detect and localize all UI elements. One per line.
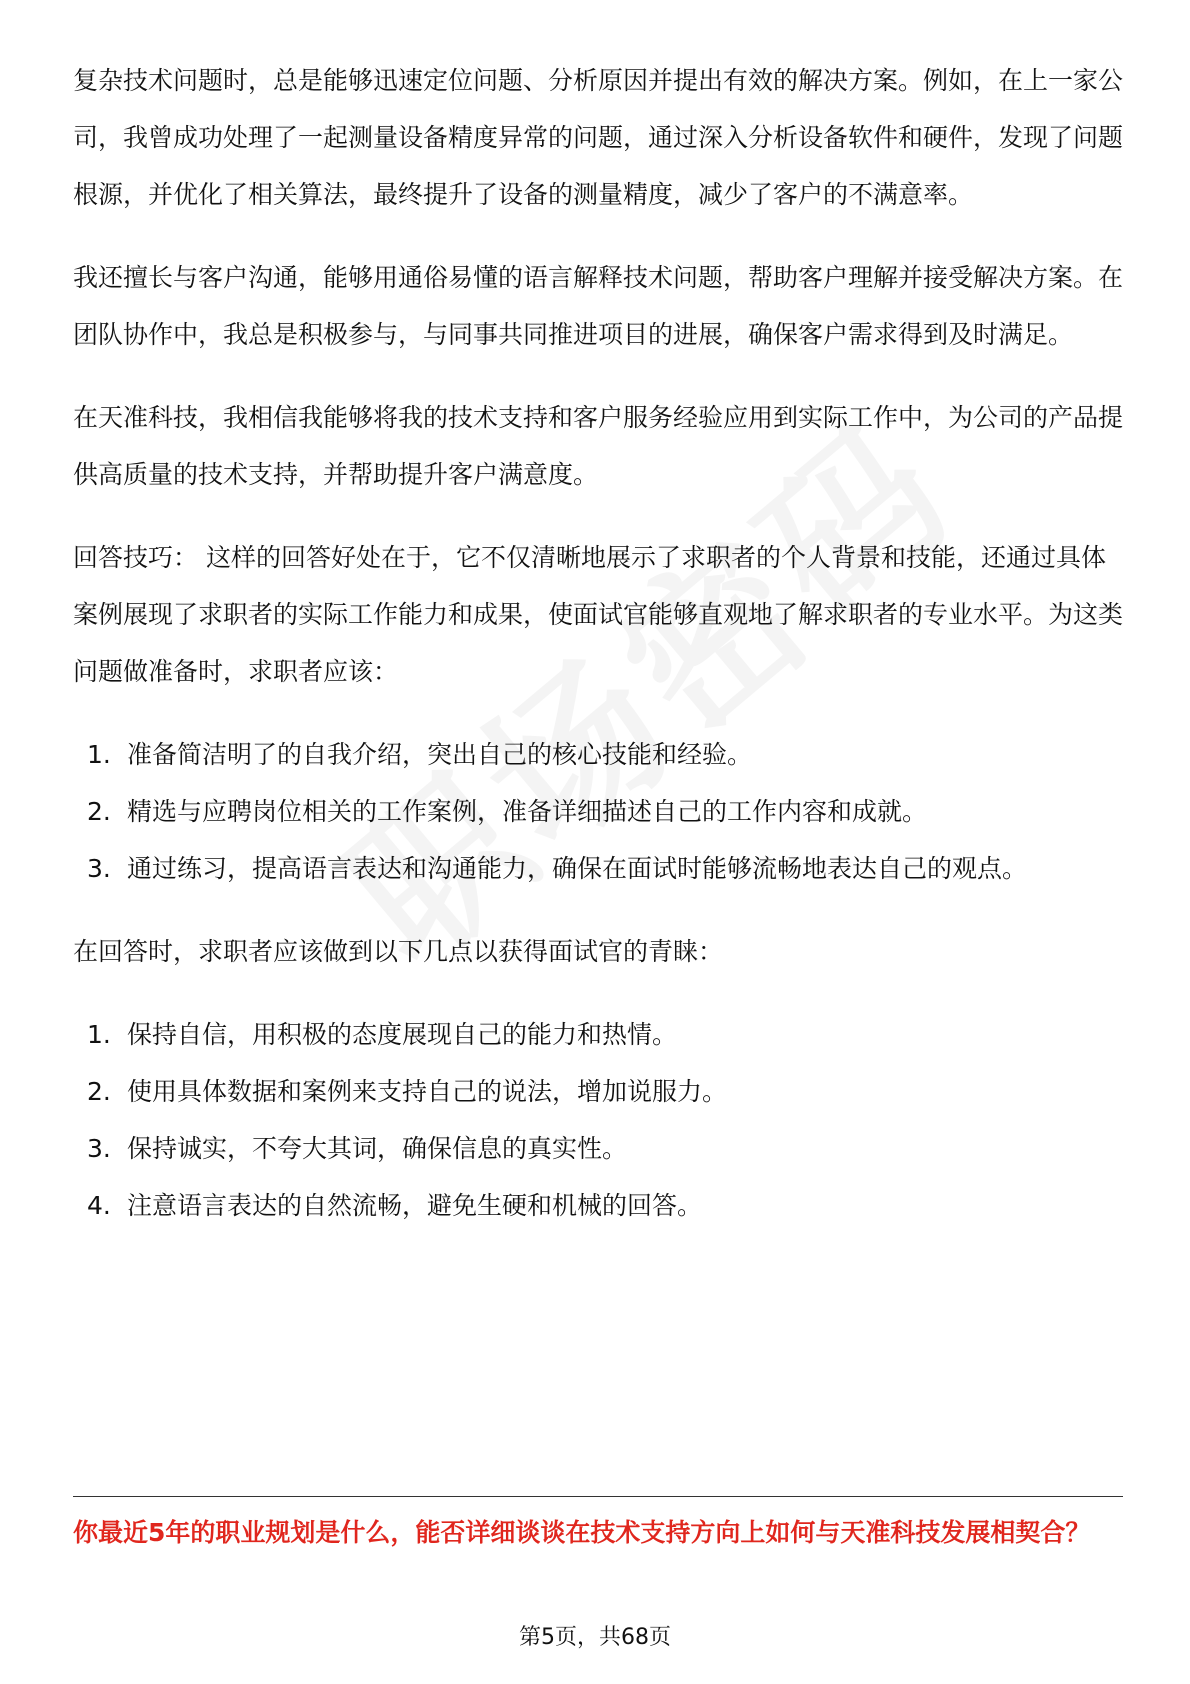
list-item (73, 1006, 1123, 1063)
list-item-text: 保持诚实，不夸大其词，确保信息的真实性。 (127, 1134, 628, 1163)
tips-list (73, 1006, 1123, 1234)
list-item-text: 使用具体数据和案例来支持自己的说法，增加说服力。 (127, 1077, 728, 1106)
list-item-text: 准备简洁明了的自我介绍，突出自己的核心技能和经验。 (127, 740, 753, 769)
list-item (73, 1177, 1123, 1234)
list-item-text: 精选与应聘岗位相关的工作案例，准备详细描述自己的工作内容和成就。 (127, 797, 928, 826)
paragraph-1: 复杂技术问题时，总是能够迅速定位问题、分析原因并提出有效的解决方案。例如，在上一家公司，我曾成功处理了一起测量设备精度异常的问题，通过深入分析设备软件和硬件，发现了问题根源，并优化了相关算法，最终提升了设备的测量精度，减少了客户的不满意率。 (73, 66, 1124, 209)
list-item (73, 840, 1123, 897)
list-item-number: 4. (87, 1191, 111, 1220)
list-item (73, 1063, 1123, 1120)
list-item-number: 2. (87, 1077, 111, 1106)
list-item (73, 726, 1123, 783)
preparation-list (73, 726, 1123, 897)
paragraph-intro-2: 在回答时，求职者应该做到以下几点以获得面试官的青睐： (73, 937, 724, 966)
list-item-number: 3. (87, 854, 111, 883)
list-item-text: 通过练习，提高语言表达和沟通能力，确保在面试时能够流畅地表达自己的观点。 (127, 854, 1028, 883)
document-body (73, 52, 1123, 1260)
list-item-number: 1. (87, 1020, 111, 1049)
question-heading: 你最近5年的职业规划是什么，能否详细谈谈在技术支持方向上如何与天准科技发展相契合？ (73, 1518, 1091, 1547)
list-item-text: 注意语言表达的自然流畅，避免生硬和机械的回答。 (127, 1191, 703, 1220)
list-item-text: 保持自信，用积极的态度展现自己的能力和热情。 (127, 1020, 678, 1049)
page-footer: 第5页，共68页 (519, 1625, 671, 1650)
paragraph-3: 在天准科技，我相信我能够将我的技术支持和客户服务经验应用到实际工作中，为公司的产品提供高质量的技术支持，并帮助提升客户满意度。 (73, 403, 1124, 489)
list-item-number: 2. (87, 797, 111, 826)
list-item (73, 783, 1123, 840)
paragraph-2: 我还擅长与客户沟通，能够用通俗易懂的语言解释技术问题，帮助客户理解并接受解决方案。在团队协作中，我总是积极参与，与同事共同推进项目的进展，确保客户需求得到及时满足。 (73, 263, 1124, 349)
list-item-number: 3. (87, 1134, 111, 1163)
list-item-number: 1. (87, 740, 111, 769)
answer-tips-paragraph: 回答技巧： 这样的回答好处在于，它不仅清晰地展示了求职者的个人背景和技能，还通过具体案例展现了求职者的实际工作能力和成果，使面试官能够直观地了解求职者的专业水平。为这类问题做准备时，求职者应该： (73, 543, 1124, 686)
list-item (73, 1120, 1123, 1177)
section-divider (73, 1496, 1123, 1497)
